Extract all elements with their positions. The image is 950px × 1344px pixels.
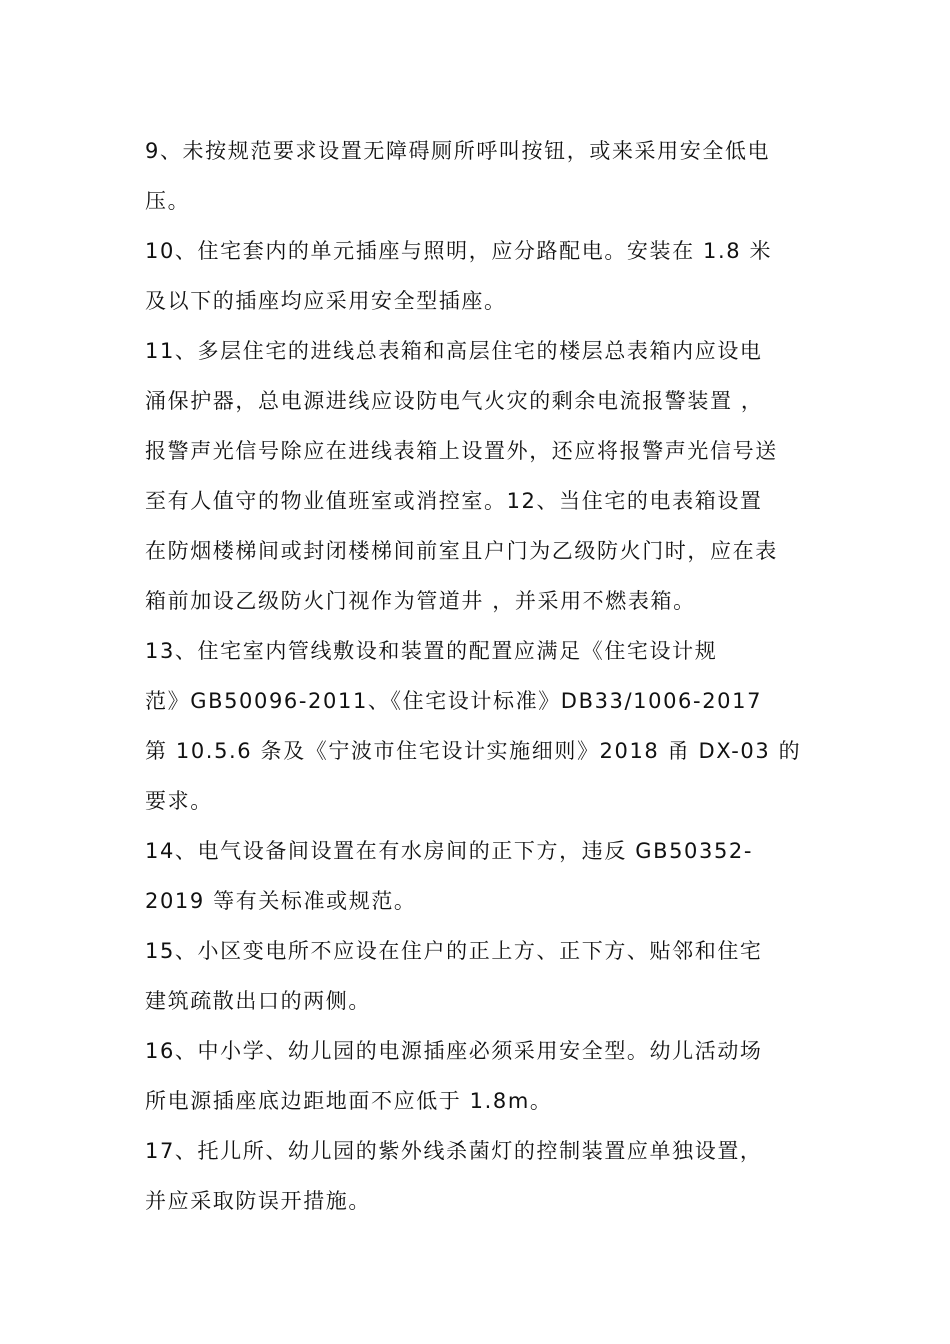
- text-line-item15: 15、小区变电所不应设在住户的正上方、正下方、贴邻和住宅: [145, 939, 763, 963]
- text-line-item12-cont1: 在防烟楼梯间或封闭楼梯间前室且户门为乙级防火门时，应在表: [145, 539, 778, 563]
- text-line-item14: 14、电气设备间设置在有水房间的正下方，违反 GB50352-: [145, 839, 754, 863]
- text-line-item16: 16、中小学、幼儿园的电源插座必须采用安全型。幼儿活动场: [145, 1039, 763, 1063]
- text-line-item10: 10、住宅套内的单元插座与照明，应分路配电。安装在 1.8 米: [145, 239, 773, 263]
- text-line-item15-cont: 建筑疏散出口的两侧。: [145, 989, 371, 1013]
- text-line-item14-cont: 2019 等有关标准或规范。: [145, 889, 417, 913]
- text-line-item13-cont2: 第 10.5.6 条及《宁波市住宅设计实施细则》2018 甬 DX-03 的: [145, 739, 802, 763]
- text-line-item17: 17、托儿所、幼儿园的紫外线杀菌灯的控制装置应单独设置，: [145, 1139, 763, 1163]
- text-line-item13-cont3: 要求。: [145, 789, 213, 813]
- text-line-item17-cont: 并应采取防误开措施。: [145, 1189, 371, 1213]
- text-line-item16-cont: 所电源插座底边距地面不应低于 1.8m。: [145, 1089, 553, 1113]
- text-line-item12: 至有人值守的物业值班室或消控室。12、当住宅的电表箱设置: [145, 489, 763, 513]
- text-line-item13-cont1: 范》GB50096-2011、《住宅设计标准》DB33/1006-2017: [145, 689, 763, 713]
- text-line-item12-cont2: 箱前加设乙级防火门视作为管道井 ，并采用不燃表箱。: [145, 589, 696, 613]
- text-line-item11-cont2: 报警声光信号除应在进线表箱上设置外，还应将报警声光信号送: [145, 439, 778, 463]
- text-line-item13: 13、住宅室内管线敷设和装置的配置应满足《住宅设计规: [145, 639, 718, 663]
- document-body: [145, 126, 815, 1226]
- text-line-item10-cont: 及以下的插座均应采用安全型插座。: [145, 289, 507, 313]
- text-line-item11: 11、多层住宅的进线总表箱和高层住宅的楼层总表箱内应设电: [145, 339, 763, 363]
- text-line-item9-cont: 压。: [145, 189, 191, 213]
- text-line-item9: 9、未按规范要求设置无障碍厕所呼叫按钮，或来采用安全低电: [145, 139, 771, 163]
- text-line-item11-cont1: 涌保护器，总电源进线应设防电气火灾的剩余电流报警装置 ，: [145, 389, 764, 413]
